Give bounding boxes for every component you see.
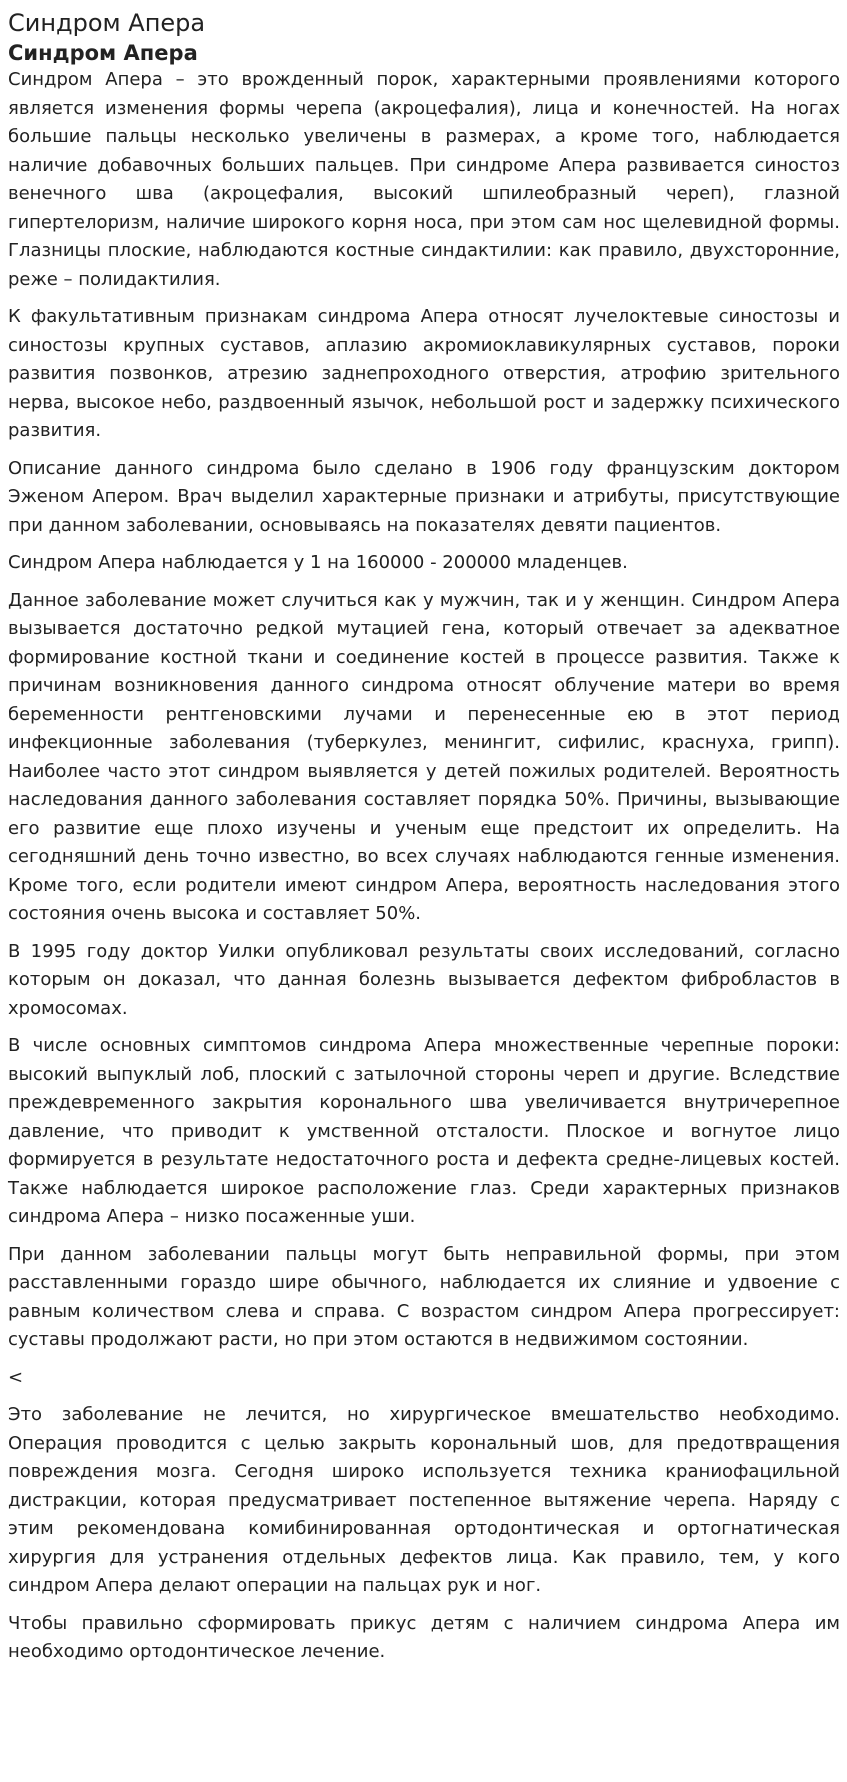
paragraph: Синдром Апера – это врожденный порок, характерными проявлениями которого является изменения формы черепа (акроцефалия), лица и конечностей. На ногах большие пальцы несколько увеличены в размерах, а кроме того, наблюдается наличие добавочных больших пальцев. При синдроме Апера развивается синостоз венечного шва (акроцефалия, высокий шпилеобразный череп), глазной гипертелоризм, наличие широкого корня носа, при этом сам нос щелевидной формы. Глазницы плоские, наблюдаются костные синдактилии: как правило, двухсторонние, реже – полидактилия.	[8, 69, 840, 290]
paragraph: В 1995 году доктор Уилки опубликовал результаты своих исследований, согласно которым он доказал, что данная болезнь вызывается дефектом фибробластов в хромосомах.	[8, 940, 840, 1019]
article-title: Синдром Апера	[8, 41, 198, 65]
paragraph: К факультативным признакам синдрома Апера относят лучелоктевые синостозы и синостозы крупных суставов, аплазию акромиоклавикулярных суставов, пороки развития позвонков, атрезию заднепроходного отверстия, атрофию зрительного нерва, высокое небо, раздвоенный язычок, небольшой рост и задержку психического развития.	[8, 306, 840, 441]
paragraph: При данном заболевании пальцы могут быть неправильной формы, при этом расставленными гораздо шире обычного, наблюдается их слияние и удвоение с равным количеством слева и справа. С возрастом синдром Апера прогрессирует: суставы продолжают расти, но при этом остаются в недвижимом состоянии.	[8, 1243, 840, 1350]
paragraph: Синдром Апера наблюдается у 1 на 160000 - 200000 младенцев.	[8, 552, 628, 573]
paragraph: Чтобы правильно сформировать прикус детям с наличием синдрома Апера им необходимо ортодонтическое лечение.	[8, 1612, 840, 1662]
site-title: Синдром Апера	[8, 9, 206, 37]
paragraph: Описание данного синдрома было сделано в 1906 году французским доктором Эженом Апером. Врач выделил характерные признаки и атрибуты, присутствующие при данном заболевании, основываясь на показателях девяти пациентов.	[8, 457, 840, 536]
paragraph: Это заболевание не лечится, но хирургическое вмешательство необходимо. Операция проводится с целью закрыть корональный шов, для предотвращения повреждения мозга. Сегодня широко используется техника краниофацильной дистракции, которая предусматривает постепенное вытяжение черепа. Наряду с этим рекомендована комибинированная ортодонтическая и ортогнатическая хирургия для устранения отдельных дефектов лица. Как правило, тем, у кого синдром Апера делают операции на пальцах рук и ног.	[8, 1404, 840, 1596]
paragraph: Данное заболевание может случиться как у мужчин, так и у женщин. Синдром Апера вызывается достаточно редкой мутацией гена, который отвечает за адекватное формирование костной ткани и соединение костей в процессе развития. Также к причинам возникновения данного синдрома относят облучение матери во время беременности рентгеновскими лучами и перенесенные ею в этот период инфекционные заболевания (туберкулез, менингит, сифилис, краснуха, грипп). Наиболее часто этот синдром выявляется у детей пожилых родителей. Вероятность наследования данного заболевания составляет порядка 50%. Причины, вызывающие его развитие еще плохо изучены и ученым еще предстоит их определить. На сегодняшний день точно известно, во всех случаях наблюдаются генные изменения. Кроме того, если родители имеют синдром Апера, вероятность наследования этого состояния очень высока и составляет 50%.	[8, 589, 840, 924]
stray-character: <	[8, 1366, 24, 1388]
paragraph: В числе основных симптомов синдрома Апера множественные черепные пороки: высокий выпуклый лоб, плоский с затылочной стороны череп и другие. Вследствие преждевременного закрытия коронального шва увеличивается внутричерепное давление, что приводит к умственной отсталости. Плоское и вогнутое лицо формируется в результате недостаточного роста и дефекта средне-лицевых костей. Также наблюдается широкое расположение глаз. Среди характерных признаков синдрома Апера – низко посаженные уши.	[8, 1035, 840, 1227]
article-body	[8, 66, 842, 1667]
